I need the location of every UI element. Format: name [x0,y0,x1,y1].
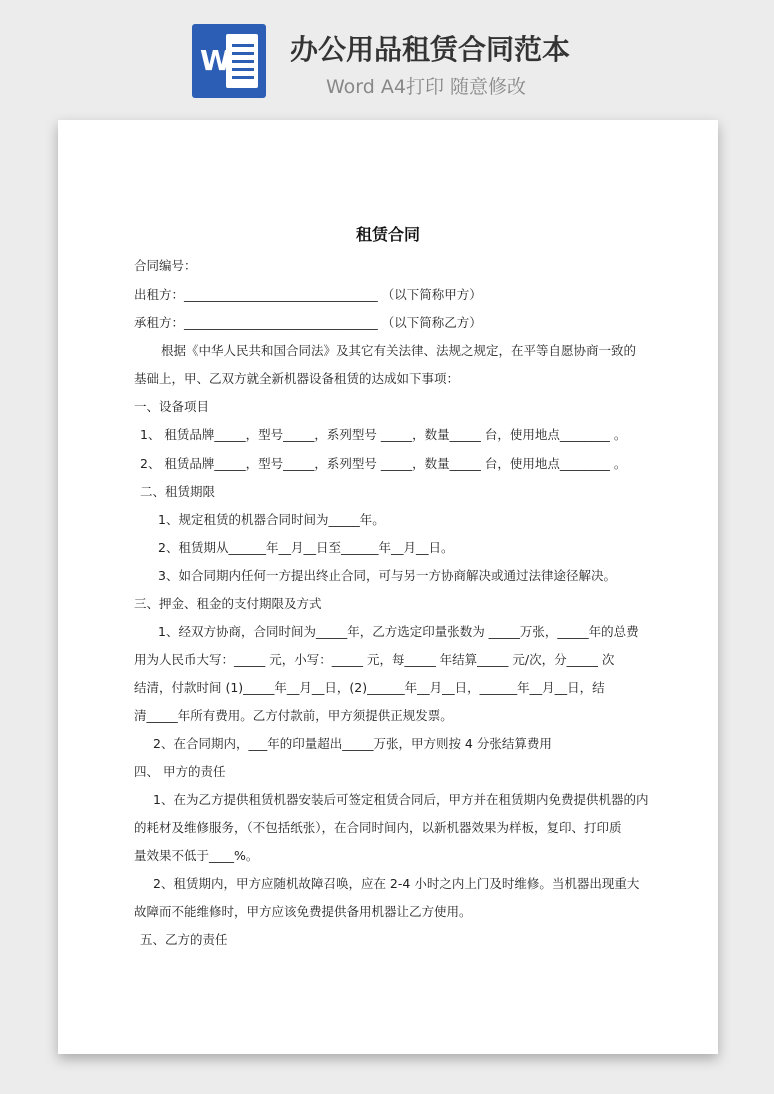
clause-line: 2、租赁期内，甲方应随机故障召唤，应在 2-4 小时之内上门及时维修。当机器出现重大 [153,876,640,891]
clause-line: 量效果不低于____%。 [134,848,259,863]
clause-line: 1、经双方协商，合同时间为_____年，乙方选定印量张数为 _____万张，_____年的总费 [158,624,639,639]
paragraph-line: 基础上，甲、乙双方就全新机器设备租赁的达成如下事项： [134,371,460,386]
clause-line: 1、 租赁品牌_____，型号_____，系列型号 _____，数量_____ 台，使用地点________ 。 [140,427,627,442]
clause-line: 用为人民币大写：_____ 元，小写：_____ 元，每_____ 年结算_____ 元/次，分_____ 次 [134,652,615,667]
clause-line: 的耗材及维修服务，（不包括纸张），在合同时间内，以新机器效果为样板，复印、打印质 [134,820,622,835]
word-icon [192,24,266,98]
page-title: 办公用品租赁合同范本 [290,33,571,66]
clause-line: 2、 租赁品牌_____，型号_____，系列型号 _____，数量_____ 台，使用地点________ 。 [140,456,627,471]
clause-line: 2、租赁期从______年__月__日至______年__月__日。 [158,540,454,555]
clause-line: 2、在合同期内，___年的印量超出_____万张，甲方则按 4 分张结算费用 [153,736,552,751]
clause-line: 结清，付款时间 (1)_____年__月__日，(2)______年__月__日，______年__月__日，结 [134,680,605,695]
clause-line: 3、如合同期内任何一方提出终止合同，可与另一方协商解决或通过法律途径解决。 [158,568,616,583]
paragraph-line: 根据《中华人民共和国合同法》及其它有关法律、法规之规定，在平等自愿协商一致的 [161,343,637,358]
section-heading: 二、租赁期限 [140,484,216,499]
clause-line: 1、规定租赁的机器合同时间为_____年。 [158,512,385,527]
clause-line: 1、在为乙方提供租赁机器安装后可签定租赁合同后，甲方并在租赁期内免费提供机器的内 [153,792,649,807]
document-page [58,120,718,1054]
word-letter: W [200,44,231,77]
clause-line: 清_____年所有费用。乙方付款前，甲方须提供正规发票。 [134,708,453,723]
header [0,0,774,118]
lessee-line: 承租方：_______________________________ （以下简称乙方） [134,315,482,330]
page-subtitle: Word A4打印 随意修改 [326,76,527,98]
contract-number-line: 合同编号： [134,258,197,273]
section-heading: 一、设备项目 [134,399,210,414]
section-heading: 五、乙方的责任 [140,932,228,947]
section-heading: 三、押金、租金的支付期限及方式 [134,596,322,611]
section-heading: 四、 甲方的责任 [134,764,226,779]
lessor-line: 出租方：_______________________________ （以下简称甲方） [134,287,482,302]
clause-line: 故障而不能维修时，甲方应该免费提供备用机器让乙方使用。 [134,904,472,919]
document-title: 租赁合同 [355,225,420,244]
